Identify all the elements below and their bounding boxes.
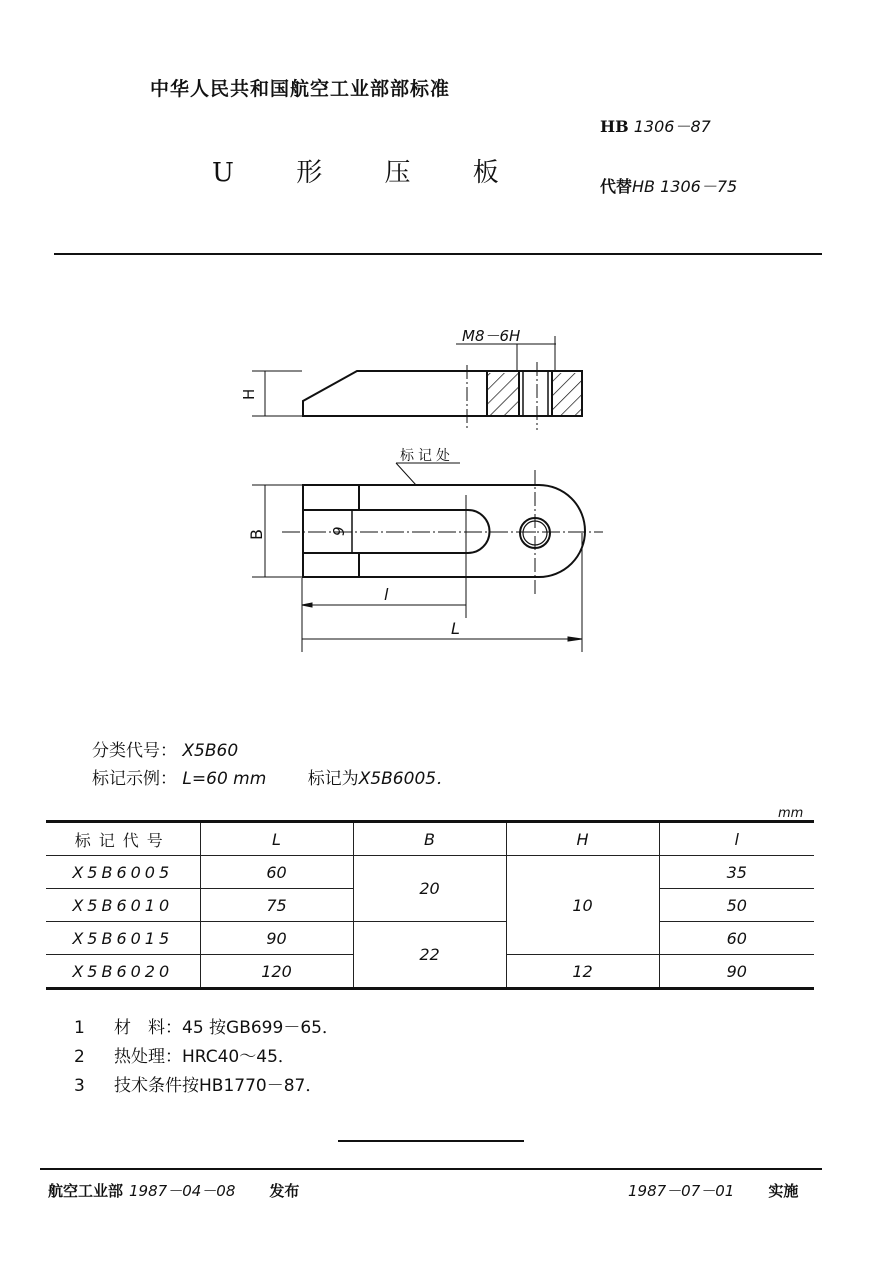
- header-B: B: [353, 822, 506, 856]
- issue-info: [48, 1180, 299, 1201]
- table-unit: mm: [778, 806, 804, 821]
- note-item: 3 技术条件按HB1770－87．: [74, 1076, 323, 1096]
- title-char: 形: [296, 158, 323, 188]
- note-item: 1 材 料：45 按GB699－65．: [74, 1018, 339, 1038]
- classification-label: 分类代号：: [92, 741, 177, 761]
- technical-notes: [74, 1014, 339, 1101]
- issuing-organization: 中华人民共和国航空工业部部标准: [150, 78, 451, 100]
- table-header-row: [46, 822, 814, 856]
- cell-l: 50: [659, 889, 814, 922]
- dimension-table: [46, 820, 814, 990]
- title-char: 压: [384, 158, 411, 188]
- cell-l: 60: [659, 922, 814, 955]
- header-L: L: [200, 822, 353, 856]
- slot-width-label: 9: [330, 526, 348, 536]
- table-row: [46, 856, 814, 889]
- mark-location-label: 标记处: [400, 448, 454, 464]
- issue-label: 发布: [269, 1182, 300, 1200]
- standard-number-value: 1306－87: [633, 117, 711, 136]
- replaces-number: HB 1306－75: [632, 177, 738, 196]
- cell-B: 22: [353, 922, 506, 989]
- note-item: 2 热处理：HRC40～45．: [74, 1047, 295, 1067]
- cell-L: 75: [200, 889, 353, 922]
- slot-length-label: l: [384, 585, 389, 604]
- end-rule: [338, 1140, 524, 1142]
- side-view: [252, 336, 582, 430]
- cell-H: 12: [506, 955, 659, 989]
- marking-example-line: [92, 764, 453, 789]
- thread-label: M8－6H: [462, 327, 521, 345]
- cell-L: 90: [200, 922, 353, 955]
- effective-label: 实施: [768, 1182, 799, 1200]
- header-H: H: [506, 822, 659, 856]
- standard-prefix: HB: [600, 117, 629, 136]
- total-length-label: L: [451, 619, 460, 638]
- height-label: H: [240, 388, 258, 400]
- header-l: l: [659, 822, 814, 856]
- cell-H: 10: [506, 856, 659, 955]
- cell-code: X5B6010: [46, 889, 200, 922]
- table-row: [46, 922, 814, 955]
- issue-date: 1987－04－08: [129, 1182, 236, 1200]
- replaces-label: 代替: [600, 177, 633, 196]
- header-code: 标记代号: [46, 822, 200, 856]
- marking-example-value: L=60 mm: [182, 769, 267, 789]
- classification-line: [92, 736, 238, 761]
- classification-value: X5B60: [182, 741, 239, 761]
- marked-as-label: 标记为: [307, 769, 359, 789]
- width-label: B: [247, 529, 266, 540]
- cell-code: X5B6020: [46, 955, 200, 989]
- cell-L: 120: [200, 955, 353, 989]
- marking-example-label: 标记示例：: [92, 769, 177, 789]
- cell-l: 35: [659, 856, 814, 889]
- footer-divider: [40, 1168, 822, 1170]
- effective-info: [622, 1180, 798, 1201]
- cell-l: 90: [659, 955, 814, 989]
- title-char: 板: [472, 158, 499, 188]
- marked-as-value: X5B6005．: [358, 769, 454, 789]
- top-view: [252, 463, 603, 652]
- effective-date: 1987－07－01: [628, 1182, 735, 1200]
- cell-B: 20: [353, 856, 506, 922]
- cell-code: X5B6015: [46, 922, 200, 955]
- cell-L: 60: [200, 856, 353, 889]
- title-char: U: [212, 158, 234, 188]
- cell-code: X5B6005: [46, 856, 200, 889]
- issuer: 航空工业部: [48, 1182, 124, 1200]
